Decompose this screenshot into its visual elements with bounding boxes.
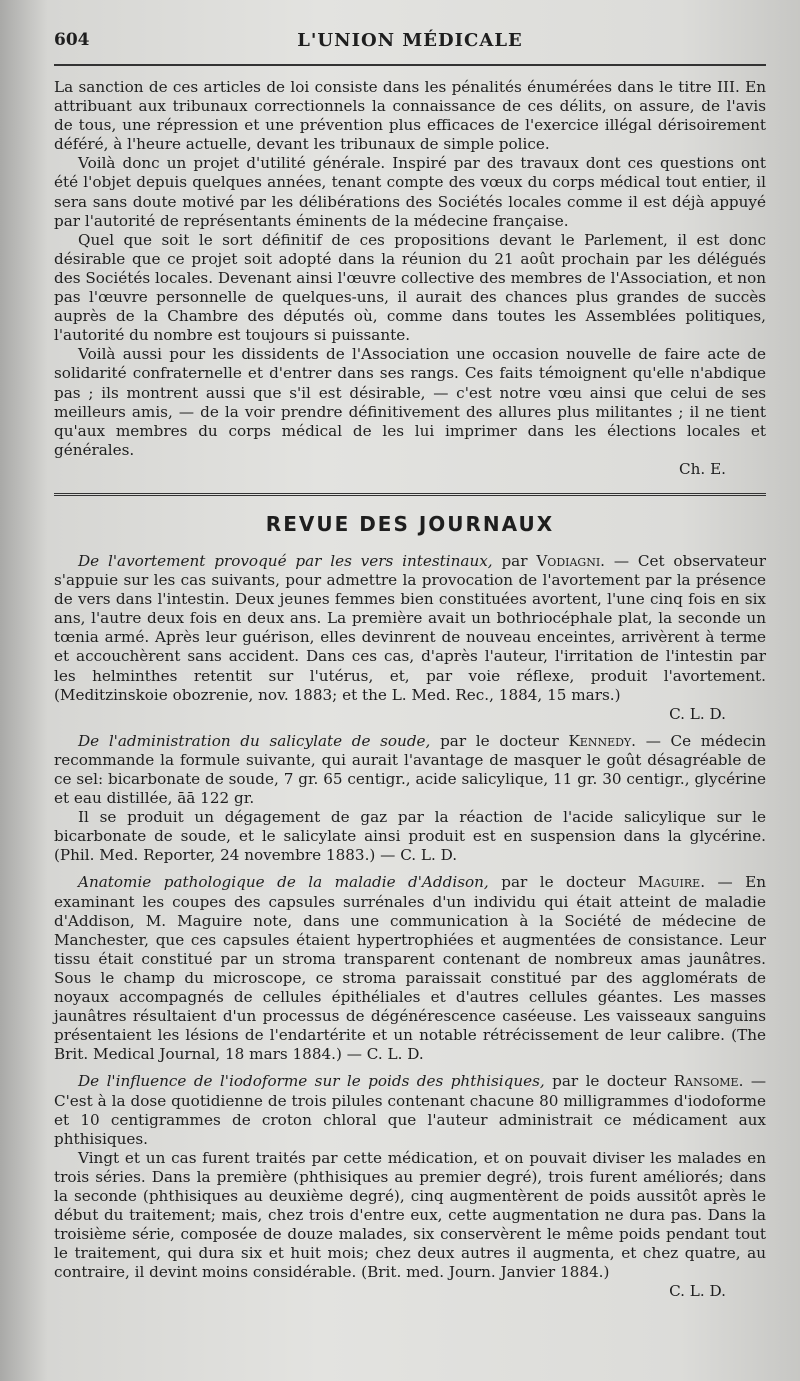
article-body: — C'est à la dose quotidienne de trois pilules contenant chacune 80 milligrammes d'iodoforme et 10 centigrammes de croton chloral que l'auteur administrait ce médicament aux phthisiques. [54, 1072, 767, 1148]
article-body: — Ce médecin recommande la formule suivante, qui aurait l'avantage de masquer le goût désagréable de ce sel: bicarbonate de soude, 7 gr. 65 centigr., acide salicylique, 11 gr. 30 centigr., glycérine et eau distillée, āā 122 gr. [54, 731, 767, 808]
section-divider [54, 493, 766, 498]
article-signature: C. L. D. [669, 1282, 726, 1301]
journal-title: L'UNION MÉDICALE [297, 30, 523, 51]
article-author: Maguire. [638, 873, 706, 892]
article-author: Vodiagni. [536, 551, 606, 570]
editorial-paragraph: Quel que soit le sort définitif de ces propositions devant le Parlement, il est donc désirable que ce projet soit adopté dans la réunion du 21 août prochain par les délégués des Sociétés locales. Devenant ainsi l'œuvre collective des membres de l'Association, et non pas l'œuvre personnelle de quelques-uns, il aurait des chances plus grandes de succès auprès de la Chambre des députés où, comme dans toutes les Assemblées politiques, l'autorité du nombre est toujours si puissante. [54, 230, 766, 345]
article-iodoforme [54, 1072, 766, 1301]
article-author: Kennedy. [568, 731, 637, 750]
article-body: — Cet observateur s'appuie sur les cas suivants, pour admettre la provocation de l'avortement par la présence de vers dans l'intestin. Deux jeunes femmes bien constituées avortent, l'une cinq fois en six ans, l'autre deux fois en deux ans. La première avait un bothriocéphale plat, la seconde un tœnia armé. Après leur guérison, elles devinrent de nouveau enceintes, arrivèrent à terme et accouchèrent sans accident. Dans ces cas, d'après l'auteur, l'irritation de l'intestin par les helminthes retentit sur l'utérus, et, par voie réflexe, produit l'avortement. (Meditzinskoie obozrenie, nov. 1883; et the L. Med. Rec., 1884, 15 mars.) [54, 551, 767, 704]
article-addison [54, 873, 766, 1064]
article-body-continued: Vingt et un cas furent traités par cette médication, et on pouvait diviser les malades en trois séries. Dans la première (phthisiques au premier degré), trois furent améliorés; dans la seconde (phthisiques au deuxième degré), cinq augmentèrent de poids aussitôt après le début du traitement; mais, chez trois d'entre eux, cette augmentation ne dura pas. Dans la troisième série, composée de douze malades, six conservèrent le même poids pendant tout le traitement, qui dura six et huit mois; chez deux autres il augmenta, et chez quatre, au contraire, il devint moins considérable. (Brit. med. Journ. Janvier 1884.) [54, 1148, 766, 1282]
editorial-paragraph: La sanction de ces articles de loi consiste dans les pénalités énumérées dans le titre III. En attribuant aux tribunaux correctionnels la connaissance de ces délits, on assure, de l'avis de tous, une répression et une prévention plus efficaces de l'exercice illégal dérisoirement déféré, à l'heure actuelle, devant les tribunaux de simple police. [54, 78, 766, 154]
article-author: Ransome. [673, 1072, 744, 1091]
article-signature: C. L. D. [669, 704, 726, 723]
page-number: 604 [54, 30, 90, 50]
article-author-prefix: par [501, 551, 528, 570]
editorial-text [54, 78, 766, 479]
editorial-paragraph: Voilà aussi pour les dissidents de l'Association une occasion nouvelle de faire acte de solidarité confraternelle et d'entrer dans ses rangs. Ces faits témoignent qu'elle n'abdique pas ; ils montrent aussi que s'il est désirable, — c'est notre vœu ainsi que celui de ses meilleurs amis, — de la voir prendre définitivement des allures plus militantes ; il ne tient qu'aux membres du corps médical de les lui imprimer dans les élections locales et générales. [54, 345, 766, 459]
article-body-continued: Il se produit un dégagement de gaz par la réaction de l'acide salicylique sur le bicarbonate de soude, et le salicylate ainsi produit est en suspension dans la glycérine. (Phil. Med. Reporter, 24 novembre 1883.) — C. L. D. [54, 808, 766, 865]
article-title: Anatomie pathologique de la maladie d'Addison, [78, 873, 489, 892]
editorial-paragraph: Voilà donc un projet d'utilité générale. Inspiré par des travaux dont ces questions ont été l'objet depuis quelques années, tenant compte des vœux du corps médical tout entier, il sera sans doute motivé par les délibérations des Sociétés locales comme il est déjà appuyé par l'autorité de représentants éminents de la médecine française. [54, 154, 766, 230]
running-head [54, 22, 766, 62]
article-title: De l'avortement provoqué par les vers intestinaux, [78, 551, 493, 570]
article-body: — En examinant les coupes des capsules surrénales d'un individu qui était atteint de maladie d'Addison, M. Maguire note, dans une communication à la Société de médecine de Manchester, que ces capsules étaient hypertrophiées et augmentées de consistance. Leur tissu était constitué par un stroma transparent contenant de nombreux amas jaunâtres. Sous le champ du microscope, ce stroma paraissait constitué par des agglomérats de noyaux accompagnés de cellules épithéliales et d'autres cellules géantes. Les masses jaunâtres résultaient d'un processus de dégénérescence caséeuse. Les vaisseaux sanguins présentaient les lésions de l'endartérite et un notable rétrécissement de leur calibre. (The Brit. Medical Journal, 18 mars 1884.) — C. L. D. [54, 873, 767, 1064]
article-author-prefix: par le docteur [552, 1072, 667, 1091]
article-author-prefix: par le docteur [440, 731, 559, 750]
article-vers-intestinaux [54, 552, 766, 724]
article-title: De l'administration du salicylate de soude, [78, 731, 431, 750]
section-title: REVUE DES JOURNAUX [265, 511, 555, 536]
header-rule [54, 64, 766, 66]
article-salicylate [54, 732, 766, 866]
article-author-prefix: par le docteur [501, 873, 626, 892]
editorial-signature: Ch. E. [679, 459, 726, 478]
article-title: De l'influence de l'iodoforme sur le poids des phthisiques, [78, 1072, 545, 1091]
